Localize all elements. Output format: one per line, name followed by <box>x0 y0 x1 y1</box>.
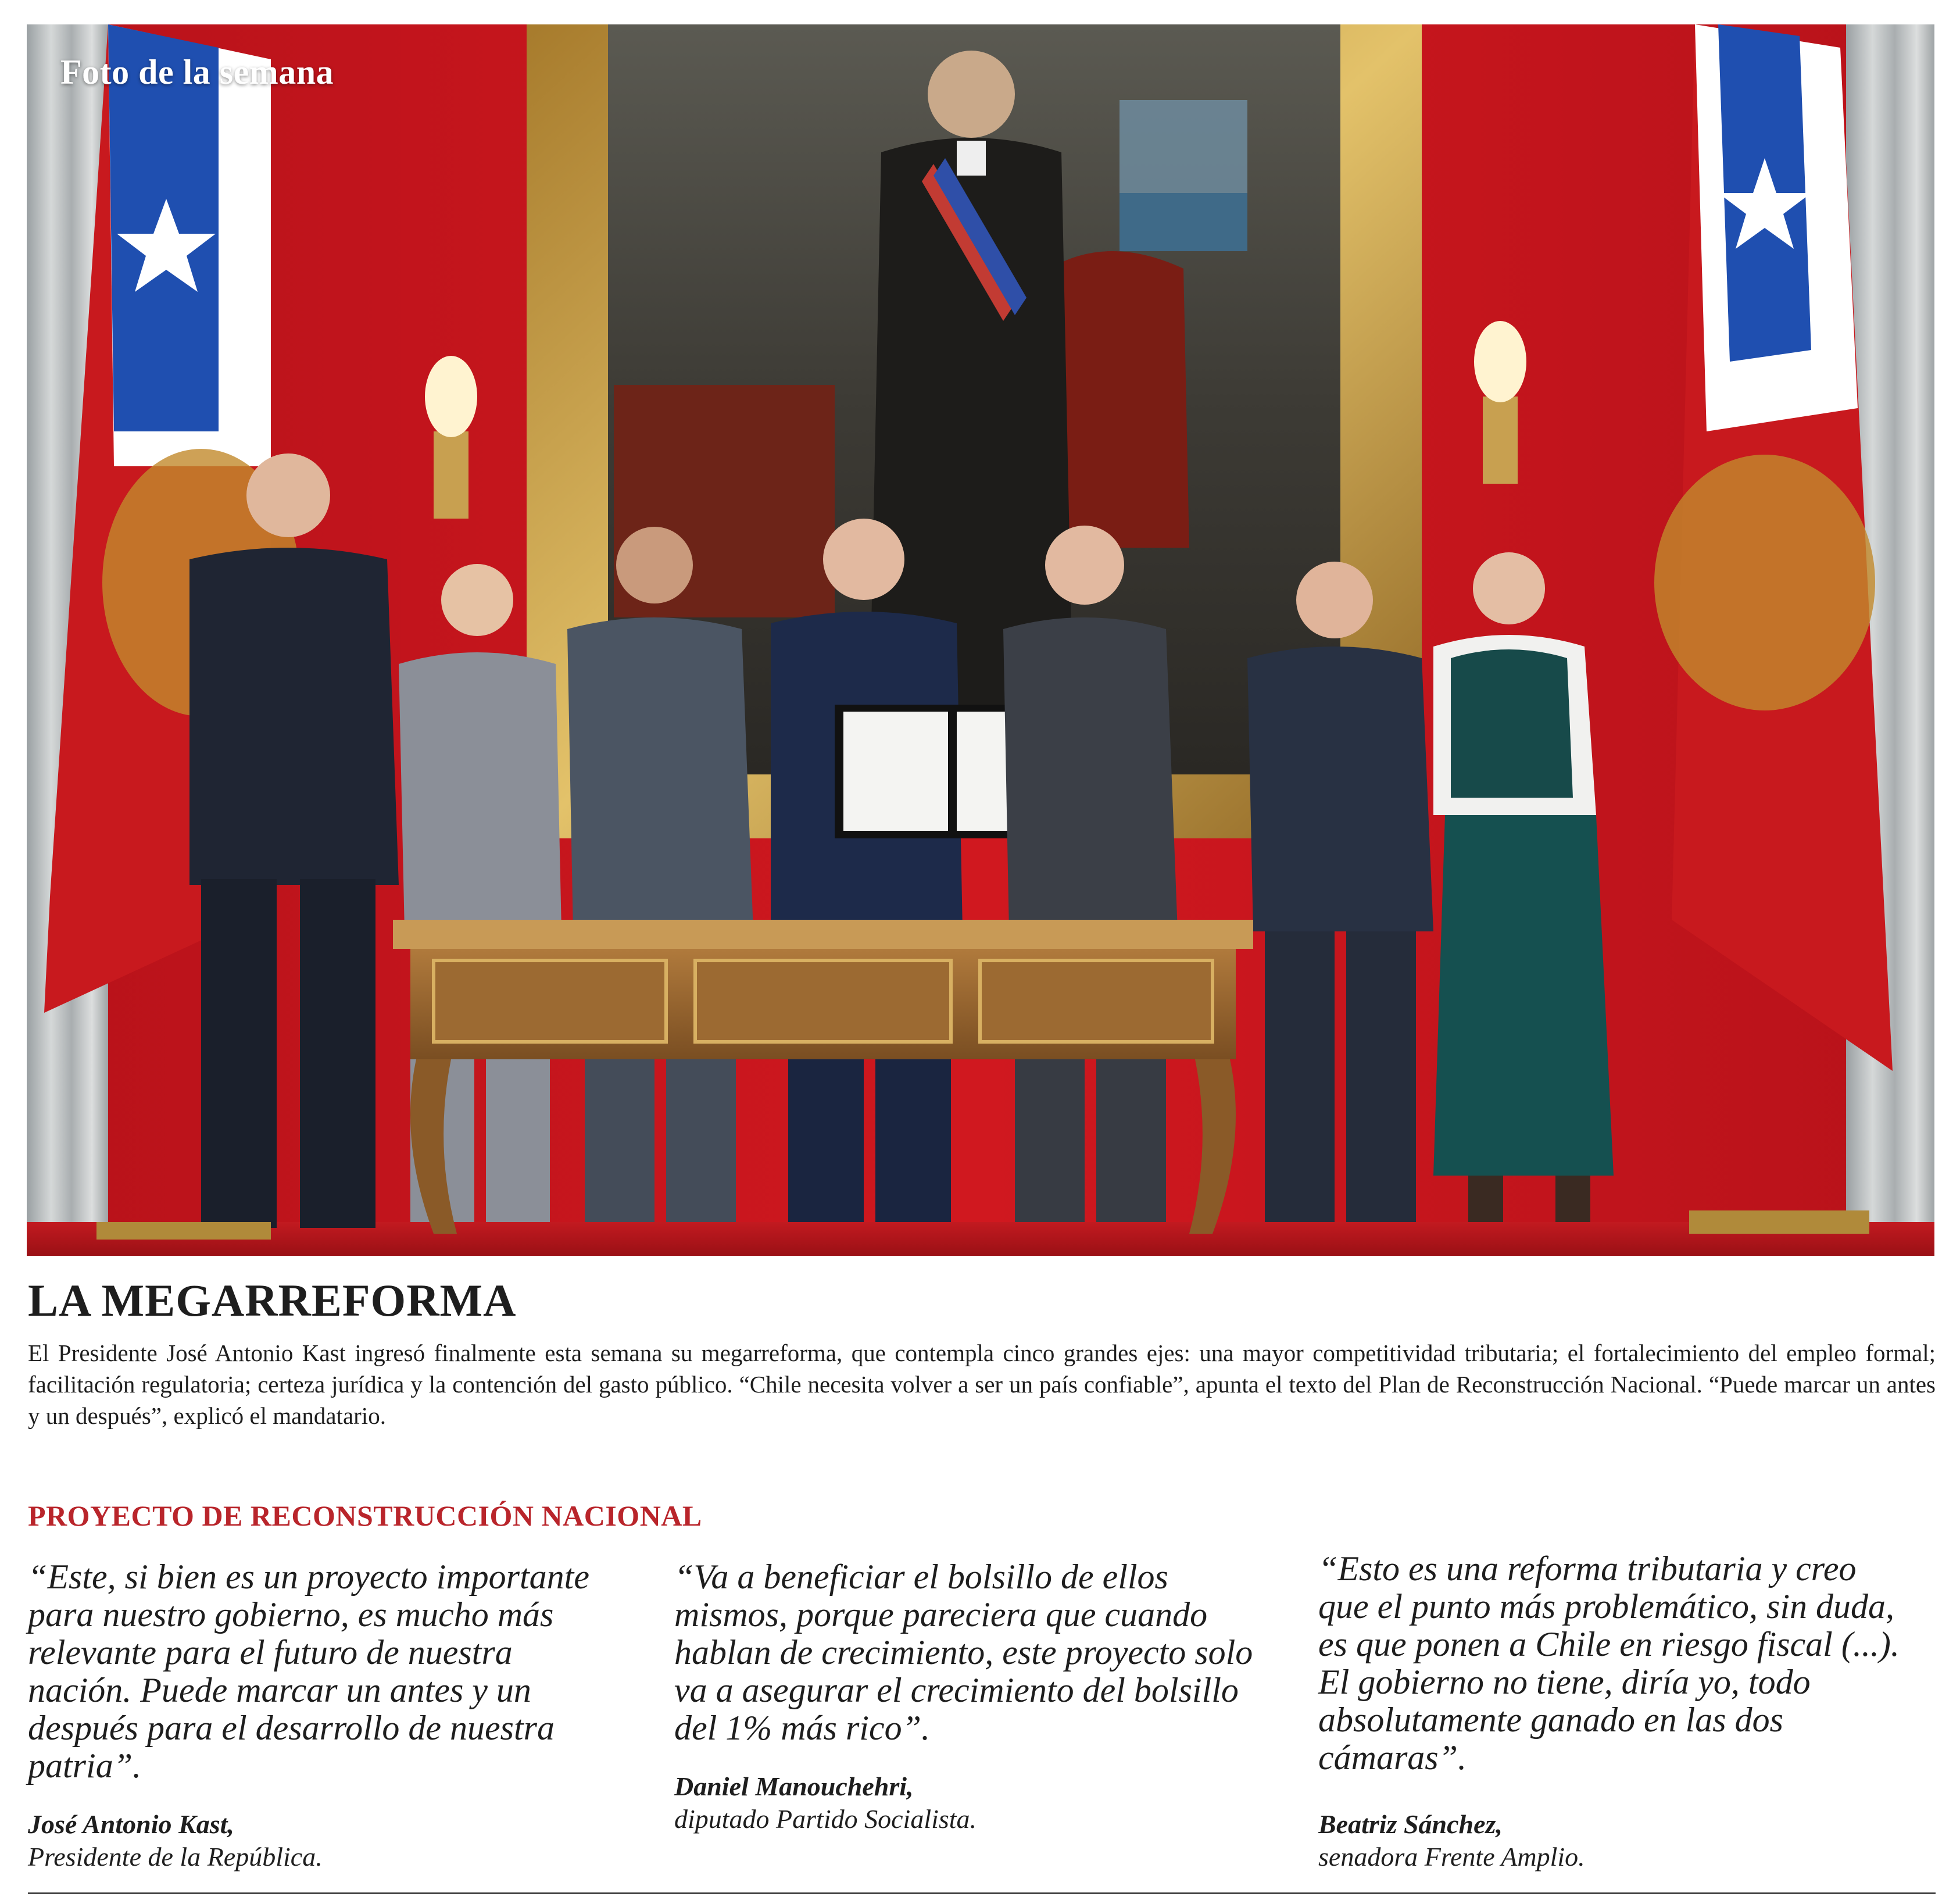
quote-author-name: Daniel Manouchehri, <box>674 1772 914 1801</box>
photo-kicker: Foto de la semana <box>60 53 334 91</box>
bottom-rule <box>28 1892 1936 1894</box>
signing-ceremony-illustration <box>27 24 1934 1256</box>
quote-text: “Va a beneficiar el bolsillo de ellos mismos, porque pareciera que cuando hablan de crecimiento, este proyecto solo va a asegurar el crecimiento del bolsillo del 1% más rico”. <box>674 1558 1253 1747</box>
quote-column-sanchez <box>1318 1550 1911 1873</box>
quote-author-name: José Antonio Kast, <box>28 1809 234 1839</box>
news-photo <box>27 24 1934 1256</box>
quote-text: “Esto es una reforma tributaria y creo que el punto más problemático, sin duda, es que ponen a Chile en riesgo fiscal (...). El gobierno no tiene, diría yo, todo absolutamente ganado en las dos cámaras”. <box>1318 1549 1900 1777</box>
quote-author-role: senadora Frente Amplio. <box>1318 1842 1585 1872</box>
headline: LA MEGARREFORMA <box>28 1275 517 1326</box>
quote-column-kast <box>28 1558 621 1873</box>
quote-author-name: Beatriz Sánchez, <box>1318 1809 1503 1839</box>
quote-author-role: Presidente de la República. <box>28 1842 323 1872</box>
quote-author-role: diputado Partido Socialista. <box>674 1804 977 1834</box>
quote-text: “Este, si bien es un proyecto importante para nuestro gobierno, es mucho más relevante para el futuro de nuestra nación. Puede marcar un antes y un después para el desarrollo de nuestra patria”. <box>28 1558 589 1785</box>
section-label: PROYECTO DE RECONSTRUCCIÓN NACIONAL <box>28 1499 702 1532</box>
lead-paragraph: El Presidente José Antonio Kast ingresó finalmente esta semana su megarreforma, que contempla cinco grandes ejes: una mayor competitividad tributaria; el fortalecimiento del empleo formal; facilitación regulatoria; certeza jurídica y la contención del gasto público. “Chile necesita volver a ser un país confiable”, apunta el texto del Plan de Reconstrucción Nacional. “Puede marcar un antes y un después”, explicó el mandatario. <box>28 1340 1936 1429</box>
quote-column-manouchehri <box>674 1558 1267 1835</box>
